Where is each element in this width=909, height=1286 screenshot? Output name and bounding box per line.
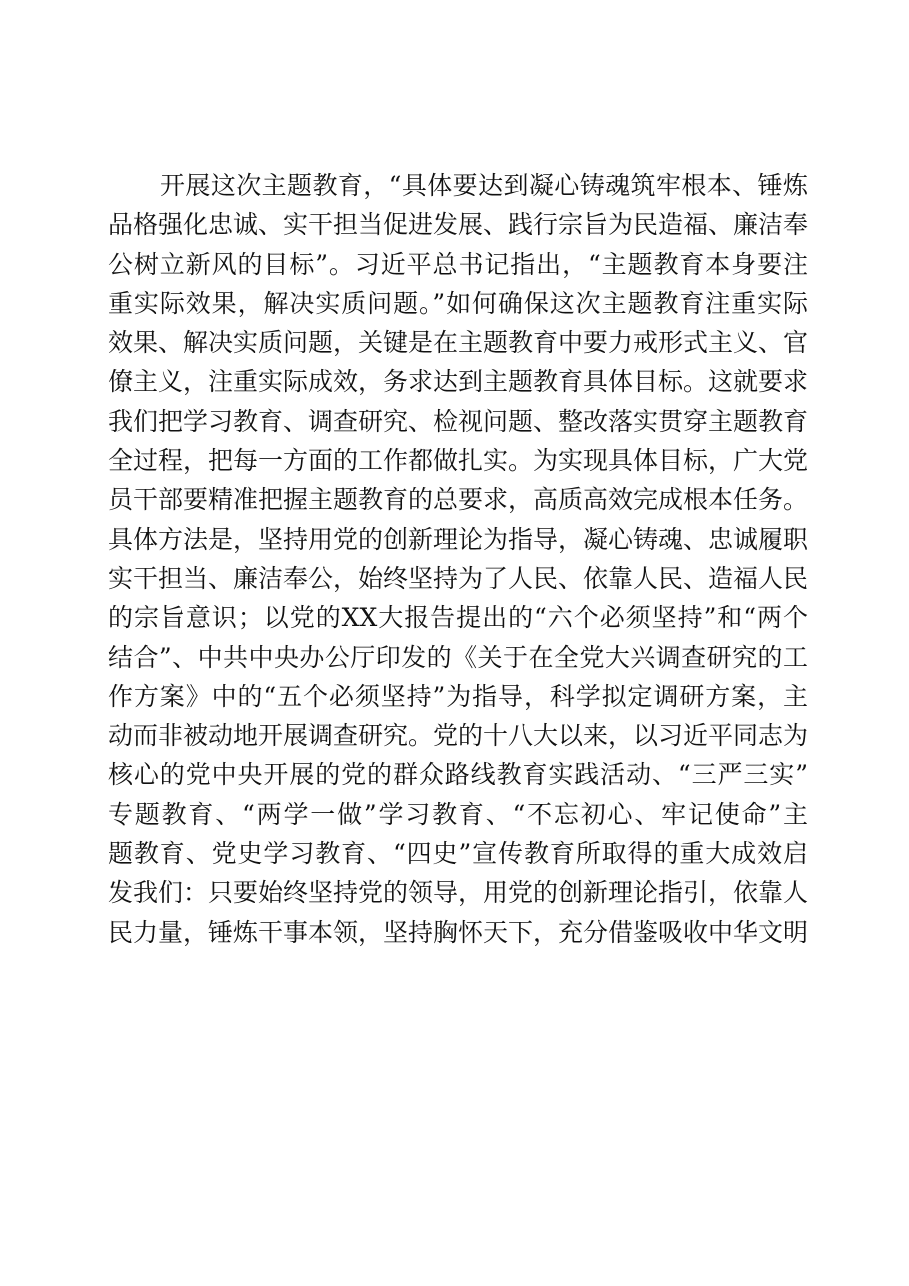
body-paragraph <box>108 166 808 952</box>
text-line: 公树立新风的目标”。习近平总书记指出，“主题教育本身要注 <box>108 249 808 279</box>
text-line: 僚主义，注重实际成效，务求达到主题教育具体目标。这就要求 <box>108 367 809 397</box>
text-line: 题教育、党史学习教育、“四史”宣传教育所取得的重大成效启 <box>108 839 808 869</box>
text-line: 结合”、中共中央办公厅印发的《关于在全党大兴调查研究的工 <box>108 642 808 672</box>
text-line: 具体方法是，坚持用党的创新理论为指导，凝心铸魂、忠诚履职 <box>108 524 809 554</box>
text-line: 专题教育、“两学一做”学习教育、“不忘初心、牢记使命”主 <box>108 799 808 829</box>
text-line: 作方案》中的“五个必须坚持”为指导，科学拟定调研方案，主 <box>108 681 808 711</box>
text-line: 效果、解决实质问题，关键是在主题教育中要力戒形式主义、官 <box>108 328 809 358</box>
text-line: 开展这次主题教育，“具体要达到凝心铸魂筑牢根本、锤炼 <box>160 171 808 200</box>
text-line: 民力量，锤炼干事本领，坚持胸怀天下，充分借鉴吸收中华文明 <box>108 917 809 947</box>
text-line: 的宗旨意识；以党的XX大报告提出的“六个必须坚持”和“两个 <box>108 603 808 633</box>
text-line: 实干担当、廉洁奉公，始终坚持为了人民、依靠人民、造福人民 <box>108 563 809 593</box>
text-line: 全过程，把每一方面的工作都做扎实。为实现具体目标，广大党 <box>108 446 809 476</box>
text-line: 核心的党中央开展的党的群众路线教育实践活动、“三严三实” <box>108 760 808 790</box>
text-line: 重实际效果，解决实质问题。”如何确保这次主题教育注重实际 <box>108 288 808 318</box>
text-line: 发我们：只要始终坚持党的领导，用党的创新理论指引，依靠人 <box>108 878 809 908</box>
text-line: 品格强化忠诚、实干担当促进发展、践行宗旨为民造福、廉洁奉 <box>108 210 809 240</box>
text-line: 员干部要精准把握主题教育的总要求，高质高效完成根本任务。 <box>108 485 809 515</box>
text-line: 动而非被动地开展调查研究。党的十八大以来，以习近平同志为 <box>108 721 809 751</box>
text-line: 我们把学习教育、调查研究、检视问题、整改落实贯穿主题教育 <box>108 406 809 436</box>
